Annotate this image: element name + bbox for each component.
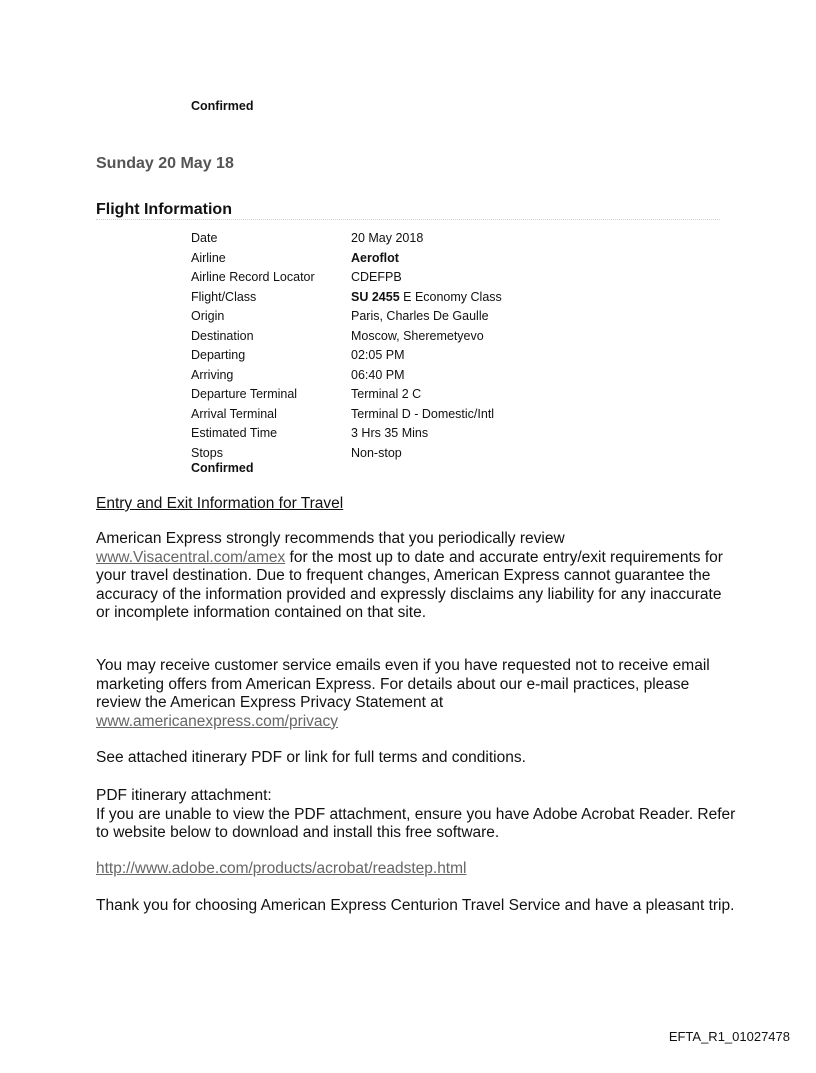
row-label-date: Date — [191, 231, 218, 245]
entry-text-prefix: American Express strongly recommends that you periodically review — [96, 530, 565, 547]
pdf-paragraph — [96, 787, 736, 843]
table-row — [191, 288, 502, 308]
table-row — [191, 346, 502, 366]
row-label-flight-class: Flight/Class — [191, 289, 257, 304]
date-heading: Sunday 20 May 18 — [96, 155, 234, 172]
row-label-origin: Origin — [191, 309, 225, 323]
adobe-link-line — [96, 860, 736, 879]
row-value-stops: Non-stop — [351, 445, 402, 460]
flight-details-table — [191, 229, 502, 463]
privacy-text: You may receive customer service emails even if you have requested not to receive email marketing offers from American Express. For details about our e-mail practices, please review the American Express Privacy Statement at — [96, 657, 710, 711]
visacentral-link[interactable]: www.Visacentral.com/amex — [96, 548, 286, 566]
table-row — [191, 229, 502, 249]
row-value-departing: 02:05 PM — [351, 348, 405, 362]
table-row — [191, 327, 502, 347]
row-value-flight-class — [351, 288, 502, 308]
table-row — [191, 249, 502, 269]
row-value-record-locator: CDEFPB — [351, 270, 402, 284]
privacy-paragraph — [96, 657, 736, 731]
table-row — [191, 268, 502, 288]
row-value-estimated-time: 3 Hrs 35 Mins — [351, 426, 429, 440]
row-label-arrival-terminal: Arrival Terminal — [191, 406, 277, 421]
row-value-airline: Aeroflot — [351, 250, 399, 265]
row-label-destination: Destination — [191, 328, 254, 343]
row-value-arriving: 06:40 PM — [351, 367, 405, 382]
flight-number: SU 2455 — [351, 289, 400, 304]
row-value-destination: Moscow, Sheremetyevo — [351, 328, 484, 343]
row-label-departure-terminal: Departure Terminal — [191, 387, 298, 401]
table-row — [191, 405, 502, 425]
pdf-instructions: If you are unable to view the PDF attachment, ensure you have Adobe Acrobat Reader. Refer to website below to download and install this free software. — [96, 805, 736, 841]
table-row — [191, 385, 502, 405]
row-value-departure-terminal: Terminal 2 C — [351, 387, 422, 401]
entry-exit-heading: Entry and Exit Information for Travel — [96, 495, 344, 512]
terms-paragraph: See attached itinerary PDF or link for full terms and conditions. — [96, 749, 526, 766]
row-value-origin: Paris, Charles De Gaulle — [351, 309, 489, 323]
row-label-airline: Airline — [191, 250, 226, 265]
adobe-link[interactable]: http://www.adobe.com/products/acrobat/readstep.html — [96, 860, 467, 877]
table-row — [191, 366, 502, 386]
flight-status: Confirmed — [191, 461, 254, 475]
entry-text-suffix: for the most up to date and accurate entry/exit requirements for your travel destination. Due to frequent changes, American Express cannot guarantee the accuracy of the information provided and expressly disclaims any liability for any inaccurate or incomplete information contained on that site. — [96, 548, 723, 621]
booking-status: Confirmed — [191, 99, 254, 113]
closing-paragraph: Thank you for choosing American Express Centurion Travel Service and have a pleasant trip. — [96, 897, 735, 914]
row-value-arrival-terminal: Terminal D - Domestic/Intl — [351, 406, 495, 421]
pdf-title: PDF itinerary attachment: — [96, 787, 272, 804]
flight-information-title: Flight Information — [96, 201, 232, 218]
row-label-estimated-time: Estimated Time — [191, 426, 278, 440]
row-label-departing: Departing — [191, 348, 246, 362]
entry-exit-paragraph — [96, 530, 736, 623]
row-label-stops: Stops — [191, 445, 223, 460]
table-row — [191, 424, 502, 444]
flight-class: E Economy Class — [399, 289, 502, 304]
row-label-record-locator: Airline Record Locator — [191, 270, 315, 284]
row-value-date: 20 May 2018 — [351, 231, 424, 245]
row-label-arriving: Arriving — [191, 367, 234, 382]
section-divider — [96, 219, 720, 220]
privacy-link[interactable]: www.americanexpress.com/privacy — [96, 712, 339, 730]
document-id: EFTA_R1_01027478 — [668, 1029, 790, 1044]
table-row — [191, 307, 502, 327]
